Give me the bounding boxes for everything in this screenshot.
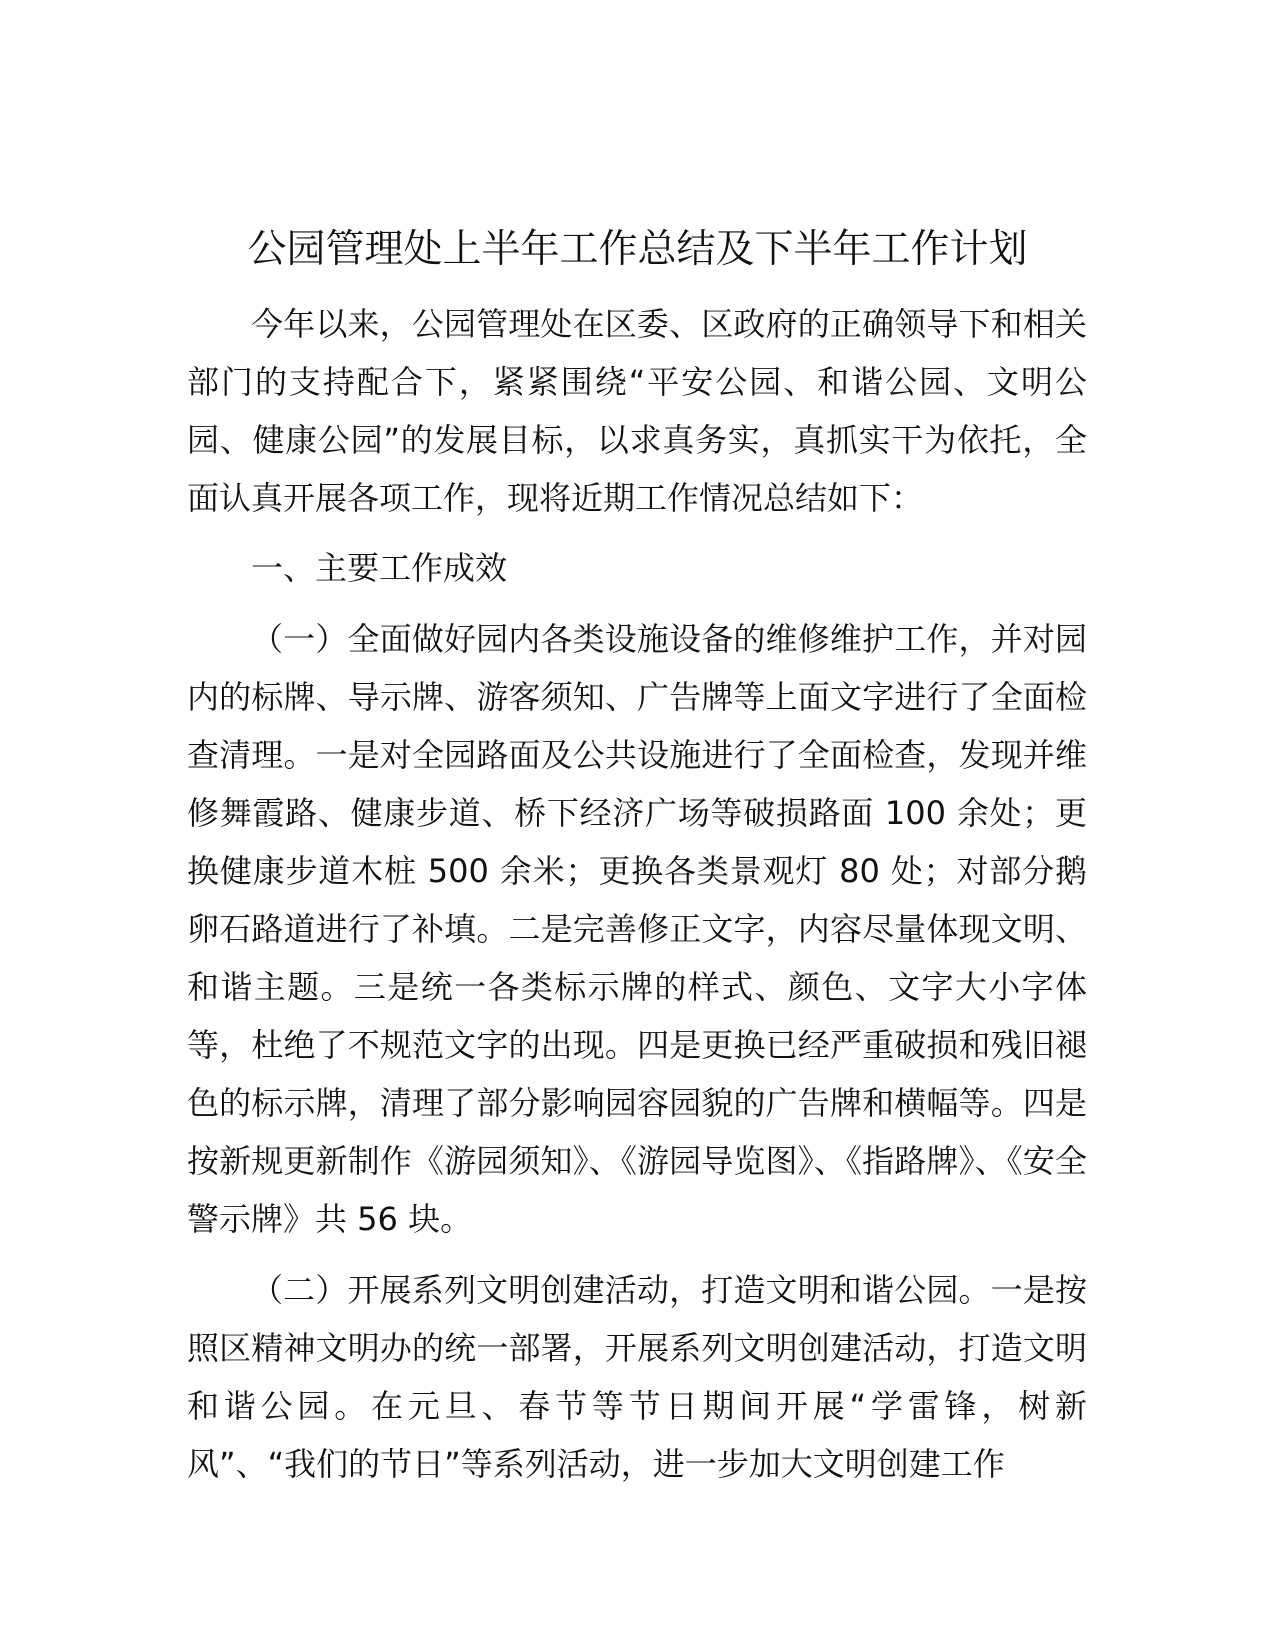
section-1-paragraph: （一）全面做好园内各类设施设备的维修维护工作，并对园内的标牌、导示牌、游客须知、广告牌等上面文字进行了全面检查清理。一是对全园路面及公共设施进行了全面检查，发现并维修舞霞路、健康步道、桥下经济广场等破损路面 100 余处；更换健康步道木桩 500 余米；更换各类景观灯 80 处；对部分鹅卵石路道进行了补填。二是完善修正文字，内容尽量体现文明、和谐主题。三是统一各类标示牌的样式、颜色、文字大小字体等，杜绝了不规范文字的出现。四是更换已经严重破损和残旧褪色的标示牌，清理了部分影响园容园貌的广告牌和横幅等。四是按新规更新制作《游园须知》、《游园导览图》、《指路牌》、《安全警示牌》共 56 块。 [187,620,1087,1238]
document-body [187,295,1087,1493]
intro-paragraph: 今年以来，公园管理处在区委、区政府的正确领导下和相关部门的支持配合下，紧紧围绕“平安公园、和谐公园、文明公园、健康公园”的发展目标，以求真务实，真抓实干为依托，全面认真开展各项工作，现将近期工作情况总结如下： [187,305,1087,517]
section-heading-main-achievements: 一、主要工作成效 [251,549,508,587]
document-title: 公园管理处上半年工作总结及下半年工作计划 [247,227,1028,272]
section-2-paragraph: （二）开展系列文明创建活动，打造文明和谐公园。一是按照区精神文明办的统一部署，开展系列文明创建活动，打造文明和谐公园。在元旦、春节等节日期间开展“学雷锋，树新风”、“我们的节日”等系列活动，进一步加大文明创建工作 [187,1271,1087,1483]
